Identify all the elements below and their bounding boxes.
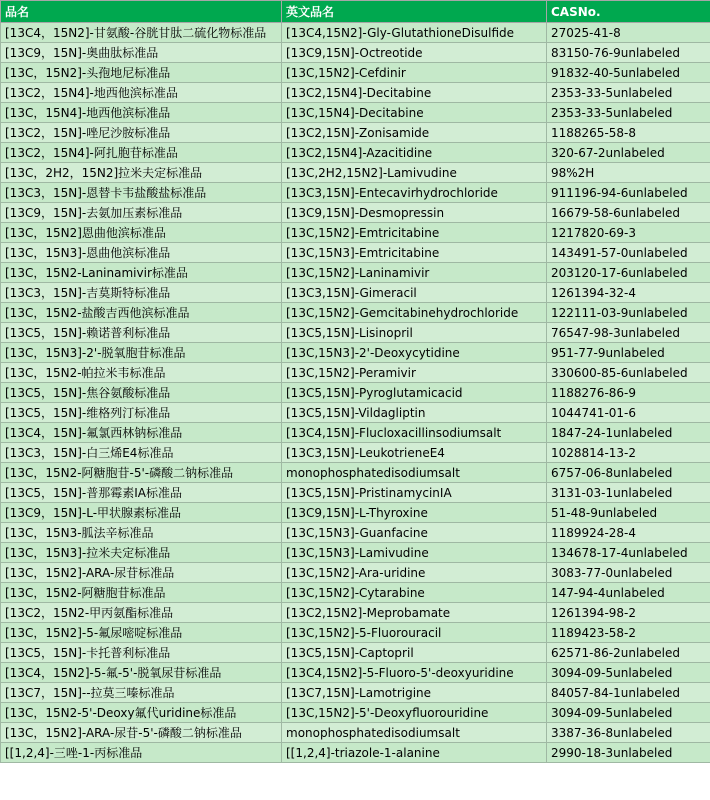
cell-cas-no[interactable]: 2990-18-3unlabeled (547, 743, 710, 763)
cell-name-en[interactable]: [13C4,15N2]-Gly-GlutathioneDisulfide (282, 23, 547, 43)
table-row (1, 123, 710, 143)
table-row (1, 523, 710, 543)
cell-name-en[interactable]: [13C,15N2]-Gemcitabinehydrochloride (282, 303, 547, 323)
cell-name-cn[interactable]: [13C，2H2，15N2]拉米夫定标准品 (1, 163, 282, 183)
cell-name-en[interactable]: [13C2,15N4]-Decitabine (282, 83, 547, 103)
cell-name-en[interactable]: monophosphatedisodiumsalt (282, 463, 547, 483)
cell-cas-no[interactable]: 1044741-01-6 (547, 403, 710, 423)
cell-cas-no[interactable]: 27025-41-8 (547, 23, 710, 43)
cell-cas-no[interactable]: 1189924-28-4 (547, 523, 710, 543)
cell-name-en[interactable]: [13C,15N2]-Emtricitabine (282, 223, 547, 243)
table-row (1, 343, 710, 363)
cell-name-en[interactable]: [13C,15N2]-Laninamivir (282, 263, 547, 283)
cell-name-en[interactable]: [13C5,15N]-Lisinopril (282, 323, 547, 343)
cell-cas-no[interactable]: 320-67-2unlabeled (547, 143, 710, 163)
cell-name-cn[interactable]: [13C2，15N2-甲丙氨酯标准品 (1, 603, 282, 623)
cell-name-cn[interactable]: [13C，15N2-Laninamivir标准品 (1, 263, 282, 283)
cell-cas-no[interactable]: 1261394-98-2 (547, 603, 710, 623)
table-row (1, 383, 710, 403)
table-row (1, 203, 710, 223)
table-row (1, 563, 710, 583)
table-row (1, 323, 710, 343)
cell-name-en[interactable]: [13C,15N3]-Guanfacine (282, 523, 547, 543)
table-row (1, 643, 710, 663)
cell-cas-no[interactable]: 143491-57-0unlabeled (547, 243, 710, 263)
header-cell-cas-no[interactable]: CASNo. (547, 1, 710, 23)
table-row (1, 83, 710, 103)
cell-name-cn[interactable]: [13C5，15N]-普那霉素IA标准品 (1, 483, 282, 503)
table-row (1, 183, 710, 203)
cell-name-cn[interactable]: [13C，15N3]-恩曲他滨标准品 (1, 243, 282, 263)
cell-cas-no[interactable]: 3131-03-1unlabeled (547, 483, 710, 503)
cell-cas-no[interactable]: 6757-06-8unlabeled (547, 463, 710, 483)
cell-cas-no[interactable]: 147-94-4unlabeled (547, 583, 710, 603)
cell-name-en[interactable]: [13C4,15N2]-5-Fluoro-5'-deoxyuridine (282, 663, 547, 683)
cell-cas-no[interactable]: 2353-33-5unlabeled (547, 83, 710, 103)
cell-cas-no[interactable]: 1847-24-1unlabeled (547, 423, 710, 443)
cell-cas-no[interactable]: 3083-77-0unlabeled (547, 563, 710, 583)
header-cell-name-en[interactable]: 英文品名 (282, 1, 547, 23)
cell-cas-no[interactable]: 1188276-86-9 (547, 383, 710, 403)
cell-cas-no[interactable]: 1189423-58-2 (547, 623, 710, 643)
cell-cas-no[interactable]: 62571-86-2unlabeled (547, 643, 710, 663)
cell-name-en[interactable]: [13C,15N2]-Ara-uridine (282, 563, 547, 583)
table-row (1, 363, 710, 383)
cell-name-cn[interactable]: [13C4，15N]-氟氯西林钠标准品 (1, 423, 282, 443)
cell-cas-no[interactable]: 1188265-58-8 (547, 123, 710, 143)
cell-name-en[interactable]: [13C2,15N]-Zonisamide (282, 123, 547, 143)
cell-name-en[interactable]: [13C7,15N]-Lamotrigine (282, 683, 547, 703)
cell-cas-no[interactable]: 83150-76-9unlabeled (547, 43, 710, 63)
cell-name-cn[interactable]: [13C3，15N]-白三烯E4标准品 (1, 443, 282, 463)
cell-name-en[interactable]: [13C,15N2]-5'-Deoxyfluorouridine (282, 703, 547, 723)
table-row (1, 483, 710, 503)
table-row (1, 143, 710, 163)
table-row (1, 23, 710, 43)
cell-cas-no[interactable]: 3094-09-5unlabeled (547, 703, 710, 723)
table-row (1, 583, 710, 603)
cell-name-cn[interactable]: [13C2，15N4]-地西他滨标准品 (1, 83, 282, 103)
cell-name-cn[interactable]: [13C5，15N]-维格列汀标准品 (1, 403, 282, 423)
table-row (1, 723, 710, 743)
cell-cas-no[interactable]: 1217820-69-3 (547, 223, 710, 243)
cell-name-cn[interactable]: [13C，15N2]-ARA-尿苷-5'-磷酸二钠标准品 (1, 723, 282, 743)
cell-name-en[interactable]: [13C,15N3]-Lamivudine (282, 543, 547, 563)
cell-name-cn[interactable]: [13C7，15N]--拉莫三嗪标准品 (1, 683, 282, 703)
cell-name-cn[interactable]: [13C，15N2]-5-氟尿嘧啶标准品 (1, 623, 282, 643)
cell-name-en[interactable]: [13C,15N2]-Cytarabine (282, 583, 547, 603)
cell-name-cn[interactable]: [13C，15N2-5'-Deoxy氟代uridine标准品 (1, 703, 282, 723)
table-row (1, 403, 710, 423)
cell-cas-no[interactable]: 203120-17-6unlabeled (547, 263, 710, 283)
cell-cas-no[interactable]: 3387-36-8unlabeled (547, 723, 710, 743)
cell-cas-no[interactable]: 134678-17-4unlabeled (547, 543, 710, 563)
cell-cas-no[interactable]: 1028814-13-2 (547, 443, 710, 463)
cell-name-cn[interactable]: [13C，15N3]-拉米夫定标准品 (1, 543, 282, 563)
table-row (1, 223, 710, 243)
cell-name-en[interactable]: [13C3,15N]-LeukotrieneE4 (282, 443, 547, 463)
table-row (1, 43, 710, 63)
cell-name-en[interactable]: [13C2,15N4]-Azacitidine (282, 143, 547, 163)
cell-name-cn[interactable]: [13C，15N2-帕拉米韦标准品 (1, 363, 282, 383)
cell-cas-no[interactable]: 122111-03-9unlabeled (547, 303, 710, 323)
header-cell-name-cn[interactable]: 品名 (1, 1, 282, 23)
cell-name-en[interactable]: [13C2,15N2]-Meprobamate (282, 603, 547, 623)
cell-name-cn[interactable]: [13C，15N2-阿糖胞苷-5'-磷酸二钠标准品 (1, 463, 282, 483)
table-row (1, 423, 710, 443)
cell-name-cn[interactable]: [13C4，15N2]-5-氟-5'-脱氧尿苷标准品 (1, 663, 282, 683)
cell-name-cn[interactable]: [13C，15N2]-头孢地尼标准品 (1, 63, 282, 83)
table-row (1, 703, 710, 723)
table-row (1, 623, 710, 643)
table-row (1, 603, 710, 623)
table-row (1, 63, 710, 83)
cell-name-cn[interactable]: [13C，15N2]-ARA-尿苷标准品 (1, 563, 282, 583)
cell-name-cn[interactable]: [13C，15N3-胍法辛标准品 (1, 523, 282, 543)
cell-cas-no[interactable]: 951-77-9unlabeled (547, 343, 710, 363)
cell-name-cn[interactable]: [13C，15N2-盐酸吉西他滨标准品 (1, 303, 282, 323)
cell-name-cn[interactable]: [13C，15N4]-地西他滨标准品 (1, 103, 282, 123)
cell-name-en[interactable]: [13C3,15N]-Gimeracil (282, 283, 547, 303)
cell-name-en[interactable]: [13C5,15N]-Pyroglutamicacid (282, 383, 547, 403)
cell-name-en[interactable]: monophosphatedisodiumsalt (282, 723, 547, 743)
cell-name-cn[interactable]: [13C4，15N2]-甘氨酸-谷胱甘肽二硫化物标准品 (1, 23, 282, 43)
cell-name-cn[interactable]: [13C9，15N]-去氨加压素标准品 (1, 203, 282, 223)
cell-name-en[interactable]: [13C5,15N]-PristinamycinIA (282, 483, 547, 503)
cell-name-cn[interactable]: [13C，15N3]-2'-脱氧胞苷标准品 (1, 343, 282, 363)
table-row (1, 503, 710, 523)
cell-name-en[interactable]: [13C,15N4]-Decitabine (282, 103, 547, 123)
cell-name-cn[interactable]: [13C3，15N]-恩替卡韦盐酸盐标准品 (1, 183, 282, 203)
cell-name-en[interactable]: [13C9,15N]-Desmopressin (282, 203, 547, 223)
table-row (1, 683, 710, 703)
table-row (1, 163, 710, 183)
cell-name-en[interactable]: [13C9,15N]-Octreotide (282, 43, 547, 63)
cell-name-en[interactable]: [13C5,15N]-Vildagliptin (282, 403, 547, 423)
cell-name-cn[interactable]: [13C5，15N]-焦谷氨酸标准品 (1, 383, 282, 403)
cell-name-cn[interactable]: [[1,2,4]-三唑-1-丙标准品 (1, 743, 282, 763)
cell-cas-no[interactable]: 911196-94-6unlabeled (547, 183, 710, 203)
cell-name-cn[interactable]: [13C5，15N]-赖诺普利标准品 (1, 323, 282, 343)
cell-cas-no[interactable]: 76547-98-3unlabeled (547, 323, 710, 343)
cell-name-en[interactable]: [13C3,15N]-Entecavirhydrochloride (282, 183, 547, 203)
table-row (1, 103, 710, 123)
cell-name-cn[interactable]: [13C9，15N]-奥曲肽标准品 (1, 43, 282, 63)
cell-name-en[interactable]: [[1,2,4]-triazole-1-alanine (282, 743, 547, 763)
cell-name-cn[interactable]: [13C2，15N4]-阿扎胞苷标准品 (1, 143, 282, 163)
cell-name-en[interactable]: [13C,15N2]-Peramivir (282, 363, 547, 383)
cell-cas-no[interactable]: 51-48-9unlabeled (547, 503, 710, 523)
cell-name-en[interactable]: [13C,15N3]-2'-Deoxycytidine (282, 343, 547, 363)
cell-name-cn[interactable]: [13C2，15N]-唑尼沙胺标准品 (1, 123, 282, 143)
cell-name-en[interactable]: [13C,2H2,15N2]-Lamivudine (282, 163, 547, 183)
table-row (1, 303, 710, 323)
table-row (1, 243, 710, 263)
cell-name-cn[interactable]: [13C5，15N]-卡托普利标准品 (1, 643, 282, 663)
cell-cas-no[interactable]: 91832-40-5unlabeled (547, 63, 710, 83)
cell-cas-no[interactable]: 3094-09-5unlabeled (547, 663, 710, 683)
cell-name-cn[interactable]: [13C3，15N]-吉莫斯特标准品 (1, 283, 282, 303)
cell-name-cn[interactable]: [13C，15N2]恩曲他滨标准品 (1, 223, 282, 243)
cell-name-en[interactable]: [13C5,15N]-Captopril (282, 643, 547, 663)
cell-name-en[interactable]: [13C9,15N]-L-Thyroxine (282, 503, 547, 523)
cell-name-en[interactable]: [13C4,15N]-Flucloxacillinsodiumsalt (282, 423, 547, 443)
cell-name-en[interactable]: [13C,15N2]-5-Fluorouracil (282, 623, 547, 643)
table-row (1, 743, 710, 763)
table-row (1, 283, 710, 303)
cell-cas-no[interactable]: 330600-85-6unlabeled (547, 363, 710, 383)
table-row (1, 663, 710, 683)
table-body (1, 23, 710, 763)
table-row (1, 263, 710, 283)
table-row (1, 443, 710, 463)
cell-cas-no[interactable]: 1261394-32-4 (547, 283, 710, 303)
cell-name-cn[interactable]: [13C，15N2-阿糖胞苷标准品 (1, 583, 282, 603)
header-row (1, 1, 710, 23)
table-row (1, 463, 710, 483)
cell-name-en[interactable]: [13C,15N3]-Emtricitabine (282, 243, 547, 263)
cell-cas-no[interactable]: 2353-33-5unlabeled (547, 103, 710, 123)
cell-cas-no[interactable]: 16679-58-6unlabeled (547, 203, 710, 223)
cell-name-en[interactable]: [13C,15N2]-Cefdinir (282, 63, 547, 83)
cell-cas-no[interactable]: 84057-84-1unlabeled (547, 683, 710, 703)
cell-name-cn[interactable]: [13C9，15N]-L-甲状腺素标准品 (1, 503, 282, 523)
table-row (1, 543, 710, 563)
cell-cas-no[interactable]: 98%2H (547, 163, 710, 183)
